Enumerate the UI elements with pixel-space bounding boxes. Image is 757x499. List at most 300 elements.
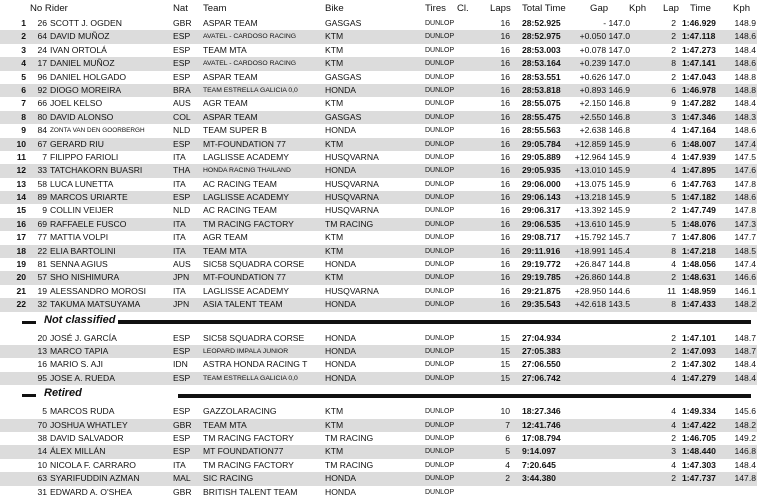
laps-count: 15 xyxy=(500,372,510,383)
result-position: 22 xyxy=(16,299,26,310)
best-lap-time: 1:47.043 xyxy=(682,71,716,82)
table-row xyxy=(0,138,757,151)
rider-number: 26 xyxy=(37,18,47,28)
table-row xyxy=(0,258,757,271)
best-lap-number: 2 xyxy=(671,345,676,356)
rider-name: JOSÉ J. GARCÍA xyxy=(50,332,117,343)
best-lap-kph: 148.4 xyxy=(734,44,756,55)
total-time: 28:53.818 xyxy=(522,84,561,95)
best-lap-kph: 145.6 xyxy=(734,406,756,417)
rider-number: 70 xyxy=(37,419,47,430)
rider-name: ELIA BARTOLINI xyxy=(50,245,116,256)
total-time: 28:52.975 xyxy=(522,31,561,42)
gap-speed: +13.392 145.9 xyxy=(574,205,630,216)
section-dash xyxy=(22,394,36,397)
team-name: MT-FOUNDATION 77 xyxy=(203,138,286,149)
rider-number: 89 xyxy=(37,192,47,203)
tire-brand: DUNLOP xyxy=(425,361,455,369)
nationality: ESP xyxy=(173,332,191,343)
best-lap-number: 2 xyxy=(671,332,676,343)
gap-speed: +13.610 145.9 xyxy=(574,218,630,229)
gap-speed: +13.218 145.9 xyxy=(574,192,630,203)
bike-make: KTM xyxy=(325,138,344,149)
best-lap-number: 5 xyxy=(671,218,676,229)
best-lap-time: 1:46.978 xyxy=(682,84,716,95)
header-class: Cl. xyxy=(457,3,469,14)
best-lap-kph: 148.4 xyxy=(734,359,756,370)
result-position: 5 xyxy=(21,71,26,82)
result-position: 19 xyxy=(16,259,26,270)
gap-speed: +26.860 144.8 xyxy=(574,272,630,283)
team-name: LAGLISSE ACADEMY xyxy=(203,151,289,162)
nationality: ESP xyxy=(173,192,191,203)
best-lap-number: 6 xyxy=(671,138,676,149)
rider-number: 77 xyxy=(37,232,47,243)
rider-name: SENNA AGIUS xyxy=(50,259,108,270)
tire-brand: DUNLOP xyxy=(425,434,455,442)
bike-make: HONDA xyxy=(325,359,357,370)
rider-name: DAVID ALONSO xyxy=(50,111,114,122)
not-classified-section-header xyxy=(0,312,757,332)
rider-number: 84 xyxy=(37,125,47,136)
table-row xyxy=(0,97,757,110)
laps-count: 16 xyxy=(500,205,510,216)
header-best-kph: Kph xyxy=(733,3,751,14)
section-dash xyxy=(22,321,36,324)
best-lap-number: 6 xyxy=(671,84,676,95)
nationality: ITA xyxy=(173,245,186,256)
bike-make: TM RACING xyxy=(325,459,374,470)
nationality: ESP xyxy=(173,446,191,457)
team-name: SIC RACING xyxy=(203,473,254,484)
team-name: ASPAR TEAM xyxy=(203,18,258,28)
total-time: 29:06.317 xyxy=(522,205,561,216)
nationality: ITA xyxy=(173,285,186,296)
nationality: MAL xyxy=(173,473,191,484)
rider-name: LUCA LUNETTA xyxy=(50,178,114,189)
best-lap-time: 1:47.182 xyxy=(682,192,716,203)
best-lap-time: 1:47.218 xyxy=(682,245,716,256)
total-time: 28:52.925 xyxy=(522,18,561,28)
tire-brand: DUNLOP xyxy=(425,33,455,41)
tire-brand: DUNLOP xyxy=(425,347,455,355)
laps-count: 16 xyxy=(500,84,510,95)
tire-brand: DUNLOP xyxy=(425,274,455,282)
retired-section-header xyxy=(0,385,757,405)
team-name: MT-FOUNDATION 77 xyxy=(203,272,286,283)
best-lap-number: 2 xyxy=(671,18,676,28)
best-lap-time: 1:47.273 xyxy=(682,44,716,55)
rider-number: 95 xyxy=(37,372,47,383)
tire-brand: DUNLOP xyxy=(425,301,455,309)
team-name: TEAM ESTRELLA GALICIA 0,0 xyxy=(203,374,298,382)
total-time: 29:05.935 xyxy=(522,165,561,176)
best-lap-time: 1:47.279 xyxy=(682,372,716,383)
total-time: 18:27.346 xyxy=(522,406,561,417)
tire-brand: DUNLOP xyxy=(425,421,455,429)
best-lap-number: 4 xyxy=(671,419,676,430)
table-row xyxy=(0,84,757,97)
best-lap-kph: 148.6 xyxy=(734,125,756,136)
best-lap-time: 1:48.076 xyxy=(682,218,716,229)
best-lap-number: 11 xyxy=(667,285,676,296)
bike-make: KTM xyxy=(325,446,344,457)
laps-count: 16 xyxy=(500,218,510,229)
tire-brand: DUNLOP xyxy=(425,86,455,94)
gap-speed: +13.010 145.9 xyxy=(574,165,630,176)
best-lap-number: 4 xyxy=(671,372,676,383)
rider-name: MARIO S. AJI xyxy=(50,359,104,370)
best-lap-number: 2 xyxy=(671,31,676,42)
laps-count: 2 xyxy=(505,473,510,484)
team-name: TM RACING FACTORY xyxy=(203,432,294,443)
gap-speed: +2.550 146.8 xyxy=(579,111,630,122)
best-lap-time: 1:49.334 xyxy=(682,406,716,417)
laps-count: 16 xyxy=(500,165,510,176)
best-lap-time: 1:47.763 xyxy=(682,178,716,189)
best-lap-kph: 148.7 xyxy=(734,332,756,343)
table-row xyxy=(0,332,757,345)
laps-count: 5 xyxy=(505,446,510,457)
team-name: AVATEL - CARDOSO RACING xyxy=(203,60,297,68)
laps-count: 16 xyxy=(500,232,510,243)
bike-make: KTM xyxy=(325,245,344,256)
laps-count: 16 xyxy=(500,151,510,162)
rider-name: TAKUMA MATSUYAMA xyxy=(50,299,141,310)
bike-make: HONDA xyxy=(325,372,357,383)
bike-make: HUSQVARNA xyxy=(325,151,379,162)
rider-name: SHO NISHIMURA xyxy=(50,272,120,283)
result-position: 12 xyxy=(16,165,26,176)
bike-make: HONDA xyxy=(325,345,357,356)
table-row xyxy=(0,30,757,43)
team-name: TM RACING FACTORY xyxy=(203,218,294,229)
bike-make: KTM xyxy=(325,232,344,243)
bike-make: KTM xyxy=(325,44,344,55)
rider-name: GERARD RIU xyxy=(50,138,104,149)
nationality: IDN xyxy=(173,359,188,370)
best-lap-kph: 148.6 xyxy=(734,192,756,203)
nationality: ESP xyxy=(173,58,191,69)
nationality: ESP xyxy=(173,372,191,383)
best-lap-kph: 148.7 xyxy=(734,345,756,356)
nationality: ITA xyxy=(173,178,186,189)
best-lap-kph: 148.2 xyxy=(734,419,756,430)
table-row xyxy=(0,345,757,358)
best-lap-number: 4 xyxy=(671,151,676,162)
team-name: ASTRA HONDA RACING T xyxy=(203,359,308,370)
tire-brand: DUNLOP xyxy=(425,247,455,255)
bike-make: GASGAS xyxy=(325,18,362,28)
table-row xyxy=(0,178,757,191)
best-lap-kph: 146.8 xyxy=(734,446,756,457)
result-position: 8 xyxy=(21,111,26,122)
tire-brand: DUNLOP xyxy=(425,140,455,148)
laps-count: 16 xyxy=(500,138,510,149)
best-lap-kph: 146.1 xyxy=(734,285,756,296)
header-tires: Tires xyxy=(425,3,446,14)
rider-number: 33 xyxy=(37,165,47,176)
rider-number: 10 xyxy=(37,459,47,470)
best-lap-number: 4 xyxy=(671,459,676,470)
bike-make: KTM xyxy=(325,419,344,430)
table-row xyxy=(0,405,757,418)
gap-speed: +12.964 145.9 xyxy=(574,151,630,162)
total-time: 7:20.645 xyxy=(522,459,556,470)
laps-count: 16 xyxy=(500,111,510,122)
best-lap-kph: 147.7 xyxy=(734,232,756,243)
result-position: 3 xyxy=(21,44,26,55)
rider-name: NICOLA F. CARRARO xyxy=(50,459,136,470)
classified-table xyxy=(0,17,757,312)
best-lap-time: 1:48.007 xyxy=(682,138,716,149)
bike-make: TM RACING xyxy=(325,218,374,229)
best-lap-number: 2 xyxy=(671,473,676,484)
bike-make: KTM xyxy=(325,31,344,42)
result-position: 20 xyxy=(16,272,26,283)
gap-speed: +0.626 147.0 xyxy=(579,71,630,82)
rider-name: FILIPPO FARIOLI xyxy=(50,151,119,162)
table-row xyxy=(0,124,757,137)
nationality: AUS xyxy=(173,259,191,270)
gap-speed: +28.950 144.6 xyxy=(574,285,630,296)
best-lap-time: 1:47.303 xyxy=(682,459,716,470)
nationality: ESP xyxy=(173,138,191,149)
table-row xyxy=(0,57,757,70)
tire-brand: DUNLOP xyxy=(425,261,455,269)
not-classified-table xyxy=(0,332,757,386)
team-name: TEAM MTA xyxy=(203,419,247,430)
best-lap-number: 2 xyxy=(671,44,676,55)
total-time: 29:08.717 xyxy=(522,232,561,243)
total-time: 29:06.535 xyxy=(522,218,561,229)
laps-count: 16 xyxy=(500,299,510,310)
result-position: 16 xyxy=(16,218,26,229)
team-name: LEOPARD IMPALA JUNIOR xyxy=(203,347,289,355)
rider-number: 66 xyxy=(37,98,47,109)
result-position: 17 xyxy=(16,232,26,243)
result-position: 6 xyxy=(21,84,26,95)
tire-brand: DUNLOP xyxy=(425,167,455,175)
total-time: 12:41.746 xyxy=(522,419,561,430)
retired-label: Retired xyxy=(44,387,82,400)
gap-speed: +15.792 145.7 xyxy=(574,232,630,243)
team-name: TEAM MTA xyxy=(203,245,247,256)
laps-count: 16 xyxy=(500,285,510,296)
rider-number: 31 xyxy=(37,486,47,497)
best-lap-kph: 146.6 xyxy=(734,272,756,283)
rider-number: 16 xyxy=(37,359,47,370)
total-time: 28:53.003 xyxy=(522,44,561,55)
laps-count: 15 xyxy=(500,345,510,356)
rider-name: RAFFAELE FUSCO xyxy=(50,218,127,229)
team-name: GAZZOLARACING xyxy=(203,406,277,417)
best-lap-kph: 148.4 xyxy=(734,372,756,383)
rider-number: 81 xyxy=(37,259,47,270)
team-name: BRITISH TALENT TEAM xyxy=(203,486,298,497)
tire-brand: DUNLOP xyxy=(425,448,455,456)
nationality: GBR xyxy=(173,18,192,28)
nationality: THA xyxy=(173,165,191,176)
header-total-time: Total Time xyxy=(522,3,566,14)
nationality: AUS xyxy=(173,98,191,109)
best-lap-number: 2 xyxy=(671,71,676,82)
header-no-rider: No Rider xyxy=(30,3,68,14)
result-position: 13 xyxy=(16,178,26,189)
bike-make: HONDA xyxy=(325,299,357,310)
rider-name: IVAN ORTOLÁ xyxy=(50,44,107,55)
table-row xyxy=(0,164,757,177)
bike-make: HONDA xyxy=(325,125,357,136)
rider-name: MARCOS RUDA xyxy=(50,406,115,417)
rider-number: 69 xyxy=(37,218,47,229)
gap-speed: +12.859 145.9 xyxy=(574,138,630,149)
best-lap-time: 1:47.118 xyxy=(682,31,716,42)
rider-number: 92 xyxy=(37,84,47,95)
best-lap-time: 1:47.422 xyxy=(682,419,716,430)
rider-name: DAVID SALVADOR xyxy=(50,432,124,443)
tire-brand: DUNLOP xyxy=(425,207,455,215)
total-time: 29:19.772 xyxy=(522,259,561,270)
laps-count: 16 xyxy=(500,71,510,82)
table-row xyxy=(0,445,757,458)
result-position: 18 xyxy=(16,245,26,256)
best-lap-time: 1:47.806 xyxy=(682,232,716,243)
best-lap-time: 1:47.737 xyxy=(682,473,716,484)
rider-name: COLLIN VEIJER xyxy=(50,205,114,216)
tire-brand: DUNLOP xyxy=(425,408,455,416)
table-row xyxy=(0,285,757,298)
table-row xyxy=(0,472,757,485)
best-lap-time: 1:47.164 xyxy=(682,125,716,136)
total-time: 29:35.543 xyxy=(522,299,561,310)
nationality: ESP xyxy=(173,345,191,356)
best-lap-time: 1:48.056 xyxy=(682,259,716,270)
best-lap-time: 1:47.433 xyxy=(682,299,716,310)
team-name: AGR TEAM xyxy=(203,98,248,109)
rider-number: 63 xyxy=(37,473,47,484)
best-lap-time: 1:47.141 xyxy=(682,58,716,69)
best-lap-time: 1:47.282 xyxy=(682,98,716,109)
rider-name: DANIEL HOLGADO xyxy=(50,71,127,82)
total-time: 28:55.075 xyxy=(522,98,561,109)
total-time: 9:14.097 xyxy=(522,446,556,457)
bike-make: HUSQVARNA xyxy=(325,192,379,203)
table-row xyxy=(0,231,757,244)
rider-name: SCOTT J. OGDEN xyxy=(50,18,122,28)
total-time: 3:44.380 xyxy=(522,473,556,484)
best-lap-number: 4 xyxy=(671,259,676,270)
team-name: ASPAR TEAM xyxy=(203,71,258,82)
result-position: 9 xyxy=(21,125,26,136)
laps-count: 16 xyxy=(500,272,510,283)
laps-count: 10 xyxy=(500,406,510,417)
rider-name: ALESSANDRO MOROSI xyxy=(50,285,146,296)
nationality: ITA xyxy=(173,459,186,470)
nationality: ESP xyxy=(173,71,191,82)
best-lap-kph: 147.4 xyxy=(734,138,756,149)
best-lap-time: 1:47.302 xyxy=(682,359,716,370)
nationality: ESP xyxy=(173,406,191,417)
bike-make: KTM xyxy=(325,406,344,417)
tire-brand: DUNLOP xyxy=(425,461,455,469)
table-row xyxy=(0,358,757,371)
section-divider xyxy=(118,320,751,324)
total-time: 29:06.000 xyxy=(522,178,561,189)
nationality: ITA xyxy=(173,151,186,162)
gap-speed: - 147.0 xyxy=(603,18,630,28)
bike-make: KTM xyxy=(325,98,344,109)
gap-speed: +0.050 147.0 xyxy=(579,31,630,42)
best-lap-time: 1:47.101 xyxy=(682,332,716,343)
tire-brand: DUNLOP xyxy=(425,20,455,27)
best-lap-time: 1:48.440 xyxy=(682,446,716,457)
gap-speed: +26.847 144.8 xyxy=(574,259,630,270)
total-time: 28:55.475 xyxy=(522,111,561,122)
result-position: 15 xyxy=(16,205,26,216)
best-lap-kph: 148.9 xyxy=(734,18,756,28)
nationality: ITA xyxy=(173,218,186,229)
total-time: 29:05.889 xyxy=(522,151,561,162)
bike-make: HONDA xyxy=(325,259,357,270)
nationality: BRA xyxy=(173,84,191,95)
total-time: 27:06.550 xyxy=(522,359,561,370)
team-name: AC RACING TEAM xyxy=(203,205,277,216)
result-position: 11 xyxy=(16,151,26,162)
rider-name: ÁLEX MILLÁN xyxy=(50,446,106,457)
best-lap-kph: 147.8 xyxy=(734,473,756,484)
bike-make: HONDA xyxy=(325,473,357,484)
result-position: 7 xyxy=(21,98,26,109)
best-lap-number: 2 xyxy=(671,432,676,443)
table-row xyxy=(0,191,757,204)
total-time: 17:08.794 xyxy=(522,432,561,443)
rider-number: 9 xyxy=(42,205,47,216)
total-time: 27:05.383 xyxy=(522,345,561,356)
total-time: 29:05.784 xyxy=(522,138,561,149)
best-lap-number: 9 xyxy=(671,98,676,109)
best-lap-kph: 148.8 xyxy=(734,84,756,95)
rider-number: 20 xyxy=(37,332,47,343)
team-name: TEAM ESTRELLA GALICIA 0,0 xyxy=(203,86,298,94)
retired-table xyxy=(0,405,757,499)
nationality: COL xyxy=(173,111,191,122)
best-lap-kph: 148.5 xyxy=(734,245,756,256)
bike-make: HONDA xyxy=(325,84,357,95)
rider-name: JOSHUA WHATLEY xyxy=(50,419,128,430)
gap-speed: +18.991 145.4 xyxy=(574,245,630,256)
table-row xyxy=(0,44,757,57)
bike-make: GASGAS xyxy=(325,111,362,122)
rider-number: 38 xyxy=(37,432,47,443)
best-lap-kph: 148.3 xyxy=(734,111,756,122)
rider-number: 80 xyxy=(37,111,47,122)
rider-number: 32 xyxy=(37,299,47,310)
best-lap-number: 3 xyxy=(671,111,676,122)
bike-make: HUSQVARNA xyxy=(325,285,379,296)
total-time: 29:21.875 xyxy=(522,285,561,296)
rider-number: 58 xyxy=(37,178,47,189)
tire-brand: DUNLOP xyxy=(425,153,455,161)
rider-number: 67 xyxy=(37,138,47,149)
rider-number: 5 xyxy=(42,406,47,417)
laps-count: 16 xyxy=(500,245,510,256)
table-row xyxy=(0,245,757,258)
table-header xyxy=(0,0,757,17)
total-time: 27:04.934 xyxy=(522,332,561,343)
tire-brand: DUNLOP xyxy=(425,234,455,242)
nationality: ESP xyxy=(173,432,191,443)
